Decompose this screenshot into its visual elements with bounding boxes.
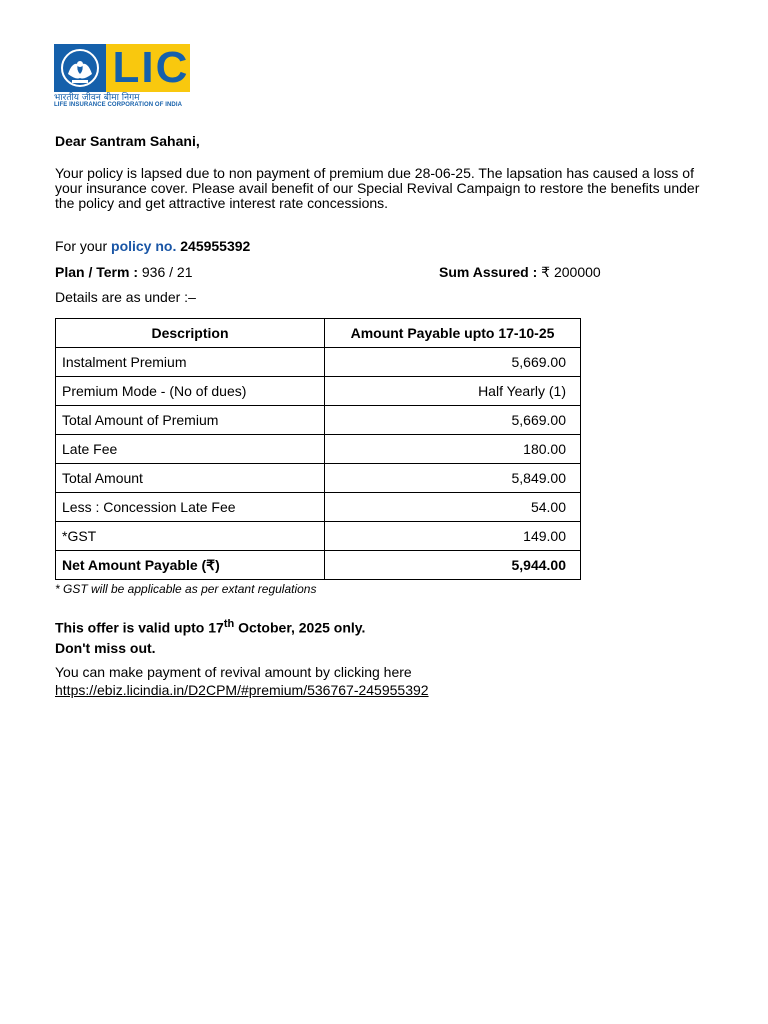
logo-brand-text: LIC	[112, 43, 190, 92]
net-amount-label: Net Amount Payable (₹)	[56, 551, 325, 580]
gst-note: * GST will be applicable as per extant regulations	[55, 582, 317, 596]
sum-assured-label: Sum Assured :	[439, 264, 538, 280]
premium-table	[55, 318, 581, 580]
table-row	[56, 522, 581, 551]
logo-english-name: LIFE INSURANCE CORPORATION OF INDIA	[54, 102, 183, 108]
details-label: Details are as under :–	[55, 289, 196, 305]
row-description: Less : Concession Late Fee	[56, 493, 325, 522]
offer-notice	[55, 614, 365, 658]
payment-section	[55, 663, 429, 699]
row-amount: Half Yearly (1)	[325, 377, 581, 406]
payment-text: You can make payment of revival amount by clicking here	[55, 664, 412, 680]
row-amount: 5,669.00	[325, 348, 581, 377]
header-description: Description	[56, 319, 325, 348]
offer-sup: th	[223, 618, 235, 630]
policy-line	[55, 238, 250, 254]
row-description: *GST	[56, 522, 325, 551]
table-header-row	[56, 319, 581, 348]
offer-before: This offer is valid upto 17	[55, 619, 224, 636]
logo-hindi-name: भारतीय जीवन बीमा निगम	[54, 93, 140, 103]
net-amount-value: 5,944.00	[325, 551, 581, 580]
plan-term-label: Plan / Term :	[55, 264, 138, 280]
row-description: Total Amount	[56, 464, 325, 493]
header-amount: Amount Payable upto 17-10-25	[325, 319, 581, 348]
row-amount: 5,669.00	[325, 406, 581, 435]
policy-number: 245955392	[180, 238, 251, 254]
row-amount: 5,849.00	[325, 464, 581, 493]
offer-line2: Don't miss out.	[55, 639, 156, 656]
row-description: Late Fee	[56, 435, 325, 464]
plan-term-value: 936 / 21	[141, 264, 193, 280]
offer-after: October, 2025 only.	[234, 619, 366, 636]
plan-term	[55, 264, 192, 280]
payment-link[interactable]: https://ebiz.licindia.in/D2CPM/#premium/536767-245955392	[55, 682, 429, 698]
intro-paragraph: Your policy is lapsed due to non payment of premium due 28-06-25. The lapsation has caused a loss of your insurance cover. Please avail benefit of our Special Revival Campaign to restore the benefits under the policy and get attractive interest rate concessions.	[55, 165, 700, 211]
table-row	[56, 406, 581, 435]
lic-logo	[54, 44, 194, 108]
sum-assured-value: ₹ 200000	[541, 264, 601, 280]
table-row	[56, 348, 581, 377]
lic-emblem-icon	[54, 44, 106, 92]
policy-prefix: For your	[55, 238, 112, 254]
table-row	[56, 377, 581, 406]
row-amount: 54.00	[325, 493, 581, 522]
row-amount: 180.00	[325, 435, 581, 464]
row-description: Total Amount of Premium	[56, 406, 325, 435]
row-description: Instalment Premium	[56, 348, 325, 377]
net-amount-row	[56, 551, 581, 580]
greeting: Dear Santram Sahani,	[55, 133, 200, 149]
table-row	[56, 435, 581, 464]
table-row	[56, 464, 581, 493]
table-row	[56, 493, 581, 522]
policy-label: policy no.	[111, 238, 177, 254]
row-amount: 149.00	[325, 522, 581, 551]
offer-validity	[55, 614, 365, 638]
row-description: Premium Mode - (No of dues)	[56, 377, 325, 406]
sum-assured	[439, 264, 601, 281]
